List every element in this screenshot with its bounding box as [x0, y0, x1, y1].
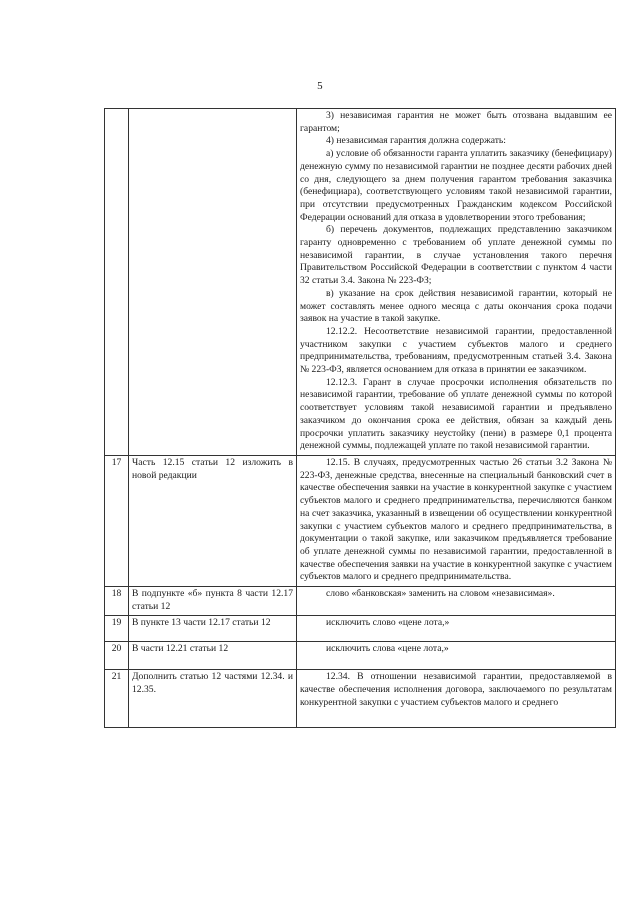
amendment-paragraph: 12.12.2. Несоответствие независимой гарантии, предоставленной участником закупки с участием субъектов малого и среднего предпринимательства, требованиям, предусмотренным статьей 3.4. Закона № 223-ФЗ, является основанием для отказа в принятии ее заказчиком. [300, 325, 612, 376]
amendment-text-cell [297, 642, 616, 670]
amendment-paragraph: 3) независимая гарантия не может быть отозвана выдавшим ее гарантом; [300, 110, 612, 134]
row-number-cell [105, 109, 129, 456]
table-row [105, 587, 616, 616]
amendment-paragraph: исключить слова «цене лота,» [326, 643, 449, 655]
amendment-paragraph: слово «банковская» заменить на словом «независимая». [326, 588, 555, 600]
amendment-text-cell [297, 670, 616, 728]
amendment-paragraph: исключить слово «цене лота,» [326, 617, 450, 629]
row-number-cell: 21 [105, 670, 129, 728]
amendment-location-cell: В части 12.21 статьи 12 [129, 642, 297, 670]
table-row [105, 642, 616, 670]
amendment-location-cell: Дополнить статью 12 частями 12.34. и 12.35. [129, 670, 297, 728]
row-number-cell: 17 [105, 455, 129, 586]
row-number-cell: 18 [105, 587, 129, 616]
amendment-location-cell: Часть 12.15 статьи 12 изложить в новой редакции [129, 455, 297, 586]
table-row [105, 455, 616, 586]
amendment-paragraph: 4) независимая гарантия должна содержать: [326, 135, 506, 147]
amendment-paragraph: 12.15. В случаях, предусмотренных частью 26 статьи 3.2 Закона № 223-ФЗ, денежные средства, внесенные на специальный банковский счет в качестве обеспечения заявки на участие в конкурентной закупке с участием субъектов малого и среднего предпринимательства, перечисляются банком на счет заказчика, указанный в извещении об осуществлении конкурентной закупки с участием субъектов малого и среднего предпринимательства, в документации о такой закупке, или заказчиком предъявляется требование об уплате денежной суммы по независимой гарантии, предоставленной в качестве обеспечения заявки на участие в конкурентной закупке с участием субъектов малого и среднего предпринимательства. [300, 456, 612, 583]
amendment-paragraph: 12.34. В отношении независимой гарантии, предоставляемой в качестве обеспечения исполнения договора, заключаемого по результатам конкурентной закупки с участием субъектов малого и среднего [300, 671, 612, 708]
amendment-paragraph: б) перечень документов, подлежащих представлению заказчиком гаранту одновременно с требованием об уплате денежной суммы по независимой гарантии, в случае установления такого перечня Правительством Российской Федерации в соответствии с пунктом 4 части 32 статьи 3.4. Закона № 223-ФЗ; [300, 224, 612, 287]
table-row [105, 670, 616, 728]
amendment-location-cell: В пункте 13 части 12.17 статьи 12 [129, 616, 297, 642]
amendment-paragraph: 12.12.3. Гарант в случае просрочки исполнения обязательств по независимой гарантии, требование об уплате денежной суммы по которой соответствует условиям такой независимой гарантии и предъявлено заказчиком до окончания срока ее действия, обязан за каждый день просрочки уплатить заказчику неустойку (пени) в размере 0,1 процента денежной суммы, подлежащей уплате по такой независимой гарантии. [300, 376, 612, 452]
table-row [105, 109, 616, 456]
row-number-cell: 19 [105, 616, 129, 642]
amendment-text-cell [297, 616, 616, 642]
amendment-paragraph: а) условие об обязанности гаранта уплатить заказчику (бенефициару) денежную сумму по независимой гарантии не позднее десяти рабочих дней со дня, следующего за днем получения гарантом требования заказчика (бенефициара), соответствующего условиям такой независимой гарантии, при отсутствии предусмотренных Гражданским кодексом Российской Федерации оснований для отказа в удовлетворении этого требования; [300, 148, 612, 223]
amendment-text-cell [297, 109, 616, 456]
amendment-location-cell: В подпункте «б» пункта 8 части 12.17 статьи 12 [129, 587, 297, 616]
amendment-paragraph: в) указание на срок действия независимой гарантии, который не может составлять менее одного месяца с даты окончания срока подачи заявок на участие в такой закупке. [300, 287, 612, 325]
page-number: 5 [317, 80, 323, 92]
amendment-text-cell [297, 455, 616, 586]
amendments-table [104, 108, 616, 728]
row-number-cell: 20 [105, 642, 129, 670]
amendment-text-cell [297, 587, 616, 616]
amendment-location-cell [129, 109, 297, 456]
table-row [105, 616, 616, 642]
